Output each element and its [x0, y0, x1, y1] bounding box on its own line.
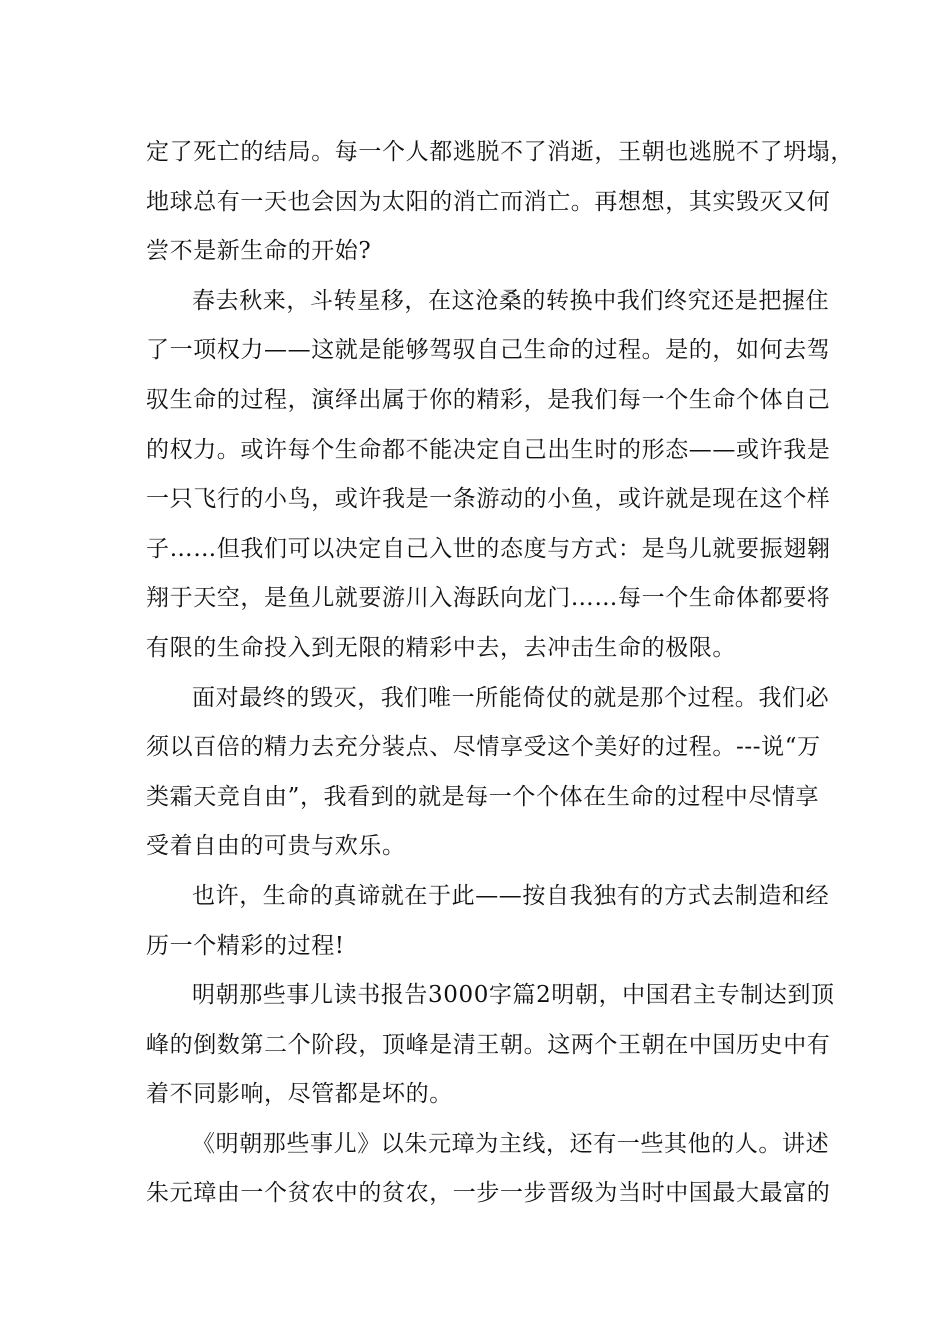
text-line: 历一个精彩的过程!	[146, 932, 345, 959]
text-line: 翔于天空，是鱼儿就要游川入海跃向龙门……每一个生命体都要将	[146, 585, 831, 612]
text-line: 受着自由的可贵与欢乐。	[146, 833, 406, 860]
paragraph-start-line: 面对最终的毁灭，我们唯一所能倚仗的就是那个过程。我们必	[192, 684, 830, 711]
text-line: 峰的倒数第二个阶段，顶峰是清王朝。这两个王朝在中国历史中有	[146, 1031, 831, 1058]
text-line: 有限的生命投入到无限的精彩中去，去冲击生命的极限。	[146, 634, 736, 661]
text-line: 子……但我们可以决定自己入世的态度与方式：是鸟儿就要振翅翱	[146, 535, 831, 562]
body-text	[146, 128, 854, 1219]
text-line: 一只飞行的小鸟，或许我是一条游动的小鱼，或许就是现在这个样	[146, 486, 831, 513]
text-line: 的权力。或许每个生命都不能决定自己出生时的形态——或许我是	[146, 436, 831, 463]
text-line: 驭生命的过程，演绎出属于你的精彩，是我们每一个生命个体自己	[146, 386, 831, 413]
text-line: 着不同影响，尽管都是坏的。	[146, 1081, 453, 1108]
paragraph-start-line: 《明朝那些事儿》以朱元璋为主线，还有一些其他的人。讲述	[192, 1130, 830, 1157]
paragraph-start-line: 春去秋来，斗转星移，在这沧桑的转换中我们终究还是把握住	[192, 287, 830, 314]
text-line: 须以百倍的精力去充分装点、尽情享受这个美好的过程。---说“万	[146, 734, 821, 761]
paragraph-start-line: 也许，生命的真谛就在于此——按自我独有的方式去制造和经	[192, 882, 830, 909]
paragraph-start-line: 明朝那些事儿读书报告3000字篇2明朝，中国君主专制达到顶	[192, 982, 835, 1009]
text-line: 地球总有一天也会因为太阳的消亡而消亡。再想想，其实毁灭又何	[146, 188, 831, 215]
text-line: 朱元璋由一个贫农中的贫农，一步一步晋级为当时中国最大最富的	[146, 1180, 831, 1207]
text-line: 了一项权力——这就是能够驾驭自己生命的过程。是的，如何去驾	[146, 337, 831, 364]
text-line: 定了死亡的结局。每一个人都逃脱不了消逝，王朝也逃脱不了坍塌，	[146, 139, 854, 165]
text-line: 尝不是新生命的开始?	[146, 238, 372, 265]
text-line: 类霜天竞自由”，我看到的就是每一个个体在生命的过程中尽情享	[146, 783, 820, 810]
